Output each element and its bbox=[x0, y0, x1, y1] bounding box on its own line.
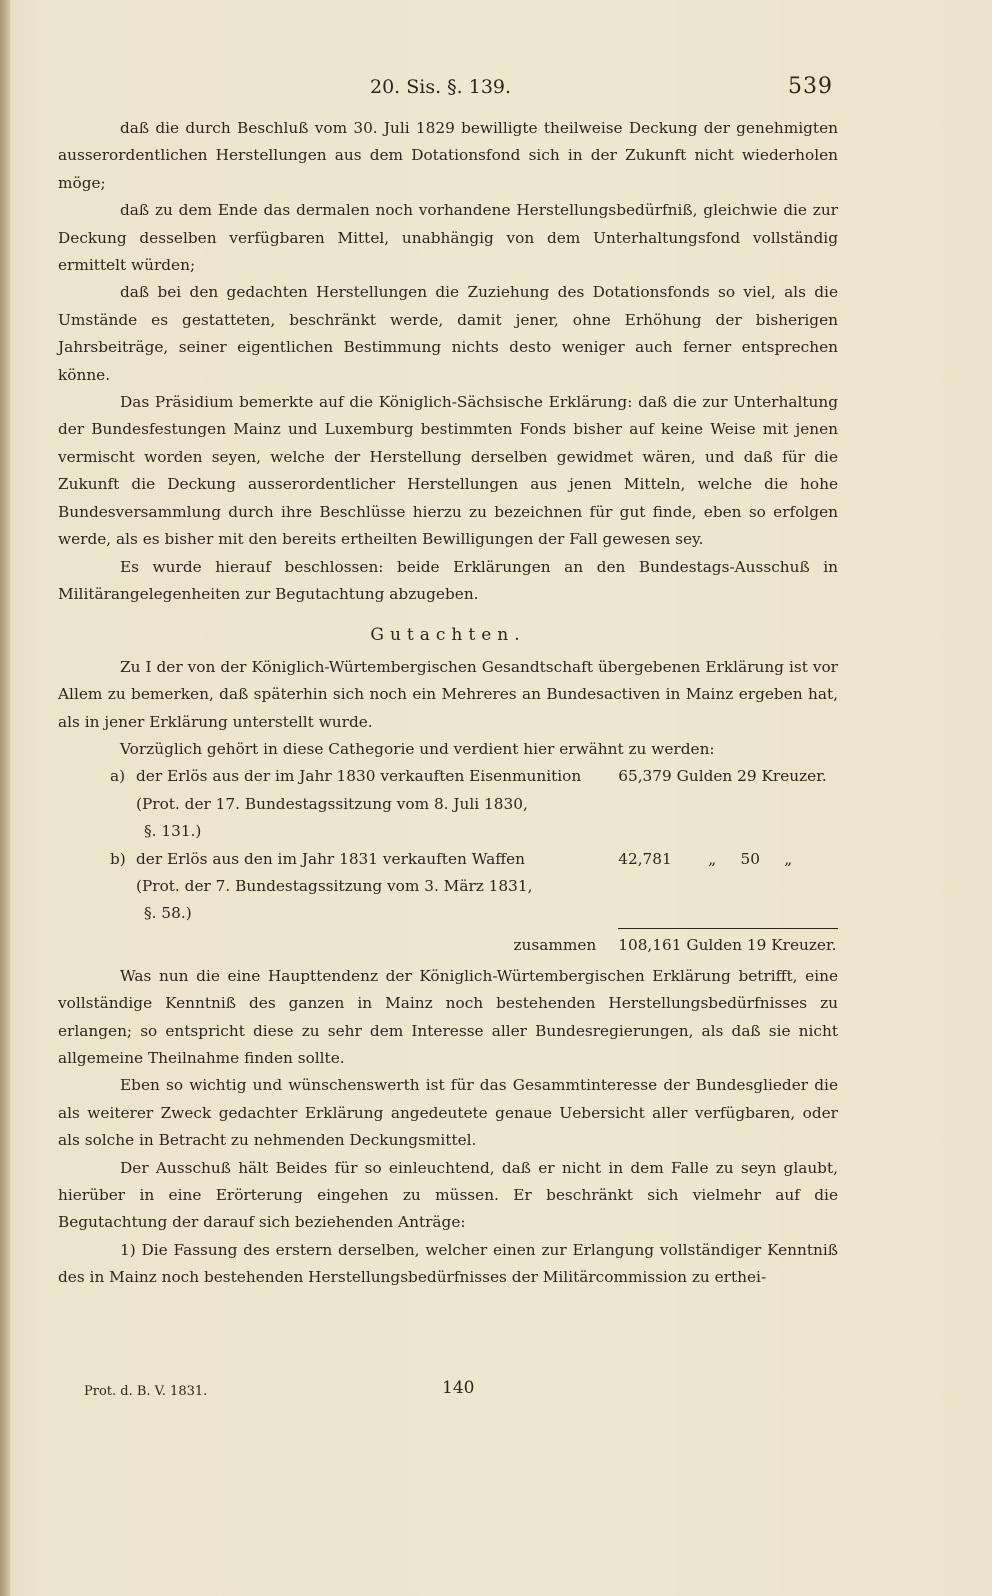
body-text bbox=[58, 115, 838, 1292]
gutachten-heading: Gutachten. bbox=[370, 625, 526, 646]
clause-paragraph: daß bei den gedachten Herstellungen die Zuziehung des Dotationsfonds so viel, als die Umstände es gestatteten, beschränkt werde, damit jener, ohne Erhöhung der bisherigen Jahrsbeiträge, seiner eigentlichen Bestimmung nichts desto weniger auch ferner entsprechen könne. bbox=[58, 283, 838, 384]
item-reference-section: §. 131.) bbox=[144, 822, 202, 841]
proceeds-table bbox=[110, 763, 838, 962]
table-row bbox=[110, 763, 838, 790]
page-footer bbox=[0, 1378, 992, 1404]
body-paragraph: Der Ausschuß hält Beides für so einleuchtend, daß er nicht in dem Falle zu seyn glaubt, hierüber in eine Erörterung eingehen zu müssen. Er beschränkt sich vielmehr auf die Begutachtung der darauf sich beziehenden Anträge: bbox=[58, 1158, 838, 1232]
sheet-number: 140 bbox=[442, 1378, 475, 1398]
praesidium-paragraph: Das Präsidium bemerkte auf die Königlich-Sächsische Erklärung: daß die zur Unterhaltung der Bundesfestungen Mainz und Luxemburg bestimmten Fonds bisher auf keine Weise mit jenen vermischt worden seyen, welche der Herstellung derselben gewidmet wären, und daß für die Zukunft die Deckung ausserordentlicher Herstellungen aus jenen Mitteln, welche die hohe Bundesversammlung durch ihre Beschlüsse hierzu zu bezeichnen für gut finde, eben so erfolgen werde, als es bisher mit den bereits ertheilten Bewilligungen der Fall gewesen sey. bbox=[58, 393, 838, 549]
table-row bbox=[110, 873, 838, 900]
category-intro: Vorzüglich gehört in diese Cathegorie und verdient hier erwähnt zu werden: bbox=[120, 739, 715, 758]
item-text: der Erlös aus den im Jahr 1831 verkauften Waffen bbox=[136, 849, 525, 868]
table-row bbox=[110, 900, 838, 928]
item-reference: (Prot. der 17. Bundestagssitzung vom 8. Juli 1830, bbox=[136, 794, 528, 813]
resolution-paragraph: Es wurde hierauf beschlossen: beide Erklärungen an den Bundestags-Ausschuß in Militärangelegenheiten zur Begutachtung abzugeben. bbox=[58, 557, 838, 603]
body-paragraph: Eben so wichtig und wünschenswerth ist für das Gesammtinteresse der Bundesglieder die als weiterer Zweck gedachter Erklärung angedeutete genaue Uebersicht aller verfügbaren, oder als solche in Betracht zu nehmenden Deckungsmittel. bbox=[58, 1076, 838, 1150]
kreuzer-value: 50 bbox=[740, 849, 760, 868]
page-number: 539 bbox=[788, 74, 833, 99]
sheet-signature: Prot. d. B. V. 1831. bbox=[84, 1384, 208, 1399]
running-head-title: 20. Sis. §. 139. bbox=[370, 76, 512, 98]
ditto-mark: „ bbox=[784, 849, 793, 868]
item-text: der Erlös aus der im Jahr 1830 verkauften Eisenmunition bbox=[136, 767, 582, 786]
running-header bbox=[0, 76, 992, 106]
total-row bbox=[110, 928, 838, 963]
clause-paragraph: daß zu dem Ende das dermalen noch vorhandene Herstellungsbedürfniß, gleichwie die zur Deckung desselben verfügbaren Mittel, unabhängig von dem Unterhaltungsfond vollständig ermittelt würden; bbox=[58, 201, 838, 275]
item-reference: (Prot. der 7. Bundestagssitzung vom 3. März 1831, bbox=[136, 876, 533, 895]
item-label: b) bbox=[110, 849, 126, 868]
table-row bbox=[110, 846, 838, 873]
table-row bbox=[110, 818, 838, 845]
item-kreuzer bbox=[708, 846, 818, 873]
total-amount: 108,161 Gulden 19 Kreuzer. bbox=[618, 928, 838, 963]
body-paragraph: Was nun die eine Haupttendenz der Königlich-Würtembergischen Erklärung betrifft, eine vollständige Kenntniß des ganzen in Mainz noch bestehenden Herstellungsbedürfnisses zu erlangen; so entspricht diese zu sehr dem Interesse aller Bundesregierungen, als daß sie nicht allgemeine Theilnahme finden sollte. bbox=[58, 966, 838, 1067]
clause-paragraph: daß die durch Beschluß vom 30. Juli 1829 bewilligte theilweise Deckung der genehmigten ausserordentlichen Herstellungen aus dem Dotationsfond sich in der Zukunft nicht wiederholen möge; bbox=[58, 119, 838, 192]
gutachten-intro: Zu I der von der Königlich-Würtembergischen Gesandtschaft übergebenen Erklärung ist vor Allem zu bemerken, daß späterhin sich noch ein Mehreres an Bundesactiven in Mainz ergeben hat, als in jener Erklärung unterstellt wurde. bbox=[58, 657, 838, 731]
total-label: zusammen bbox=[513, 935, 597, 954]
item-label: a) bbox=[110, 767, 126, 786]
table-row bbox=[110, 791, 838, 818]
body-paragraph: 1) Die Fassung des erstern derselben, welcher einen zur Erlangung vollständiger Kenntniß des in Mainz noch bestehenden Herstellungsbedürfnisses der Militärcommission zu erthei- bbox=[58, 1240, 838, 1287]
item-reference-section: §. 58.) bbox=[144, 904, 192, 923]
item-amount: 42,781 bbox=[618, 849, 672, 868]
item-amount: 65,379 Gulden 29 Kreuzer. bbox=[618, 767, 827, 786]
ditto-mark: „ bbox=[708, 849, 717, 868]
